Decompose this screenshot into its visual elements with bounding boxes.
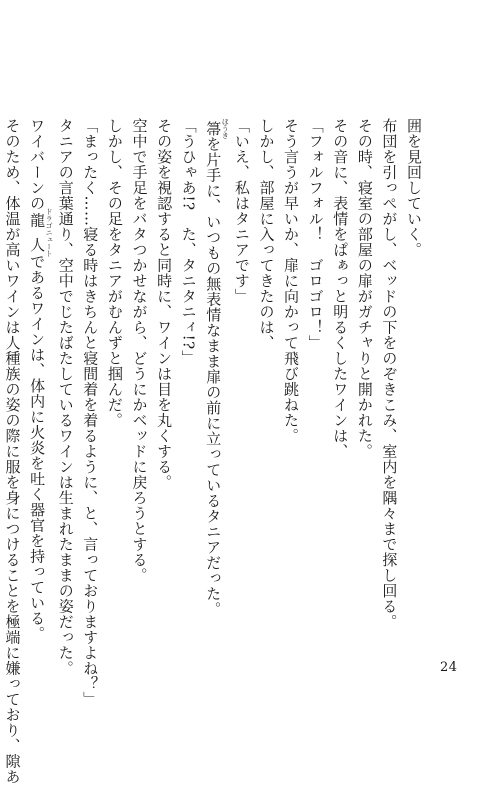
text-after-ruby: を片手に、いつもの無表情なまま扉の前に立っているタニアだった。 bbox=[204, 136, 223, 617]
text-line-with-ruby bbox=[25, 118, 54, 640]
vertical-text-body bbox=[3, 118, 426, 785]
text-line: その時、寝室の部屋の扉がガチャりと開かれた。 bbox=[355, 118, 374, 459]
text-line-with-ruby bbox=[201, 118, 230, 640]
ruby-word bbox=[28, 208, 54, 257]
text-line: 「フォルフォル！ ゴロゴロ！」 bbox=[306, 118, 325, 351]
text-line: タニアの言葉通り、空中でじたばたしているワインは生まれたままの姿だった。 bbox=[56, 118, 75, 676]
text-line: そう言うが早いか、扉に向かって飛び跳ねた。 bbox=[282, 118, 301, 444]
ruby-base: 龍人 bbox=[28, 208, 47, 257]
ruby-reading: ほうき bbox=[221, 118, 230, 139]
ruby-reading: ドラゴニュート bbox=[45, 208, 54, 257]
ruby-base: 箒 bbox=[204, 118, 223, 139]
text-line: 「まったく……寝る時はきちんと寝間着を着るように、と、言っておりますよね？」 bbox=[81, 118, 100, 707]
text-line: しかし、その足をタニアがむんずと掴んだ。 bbox=[105, 118, 124, 428]
text-line: 布団を引っぺがし、ベッドの下をのぞきこみ、室内を隅々まで探し回る。 bbox=[380, 118, 399, 630]
text-line: その姿を視認すると同時に、ワインは目を丸くする。 bbox=[155, 118, 174, 490]
text-line: その音に、表情をぱぁっと明るくしたワインは、 bbox=[331, 118, 350, 459]
text-line: 空中で手足をバタつかせながら、どうにかベッドに戻ろうとする。 bbox=[130, 118, 149, 583]
text-before-ruby: ワイバーンの bbox=[28, 118, 47, 211]
text-line: 「いえ、私はタニアです」 bbox=[232, 118, 251, 304]
text-line: そのため、体温が高いワインは人種族の姿の際に服を身につけることを極端に嫌っており、隙あ bbox=[3, 118, 22, 785]
text-line: 「うひゃあ!? た、タニタニィ!?」 bbox=[179, 118, 198, 366]
text-line: しかし、部屋に入ってきたのは、 bbox=[257, 118, 276, 351]
text-line: 囲を見回していく。 bbox=[405, 118, 423, 258]
page-number: 24 bbox=[440, 660, 458, 675]
text-after-ruby: であるワインは、体内に火炎を吐く器官を持っている。 bbox=[28, 254, 47, 642]
ruby-word bbox=[204, 118, 230, 139]
